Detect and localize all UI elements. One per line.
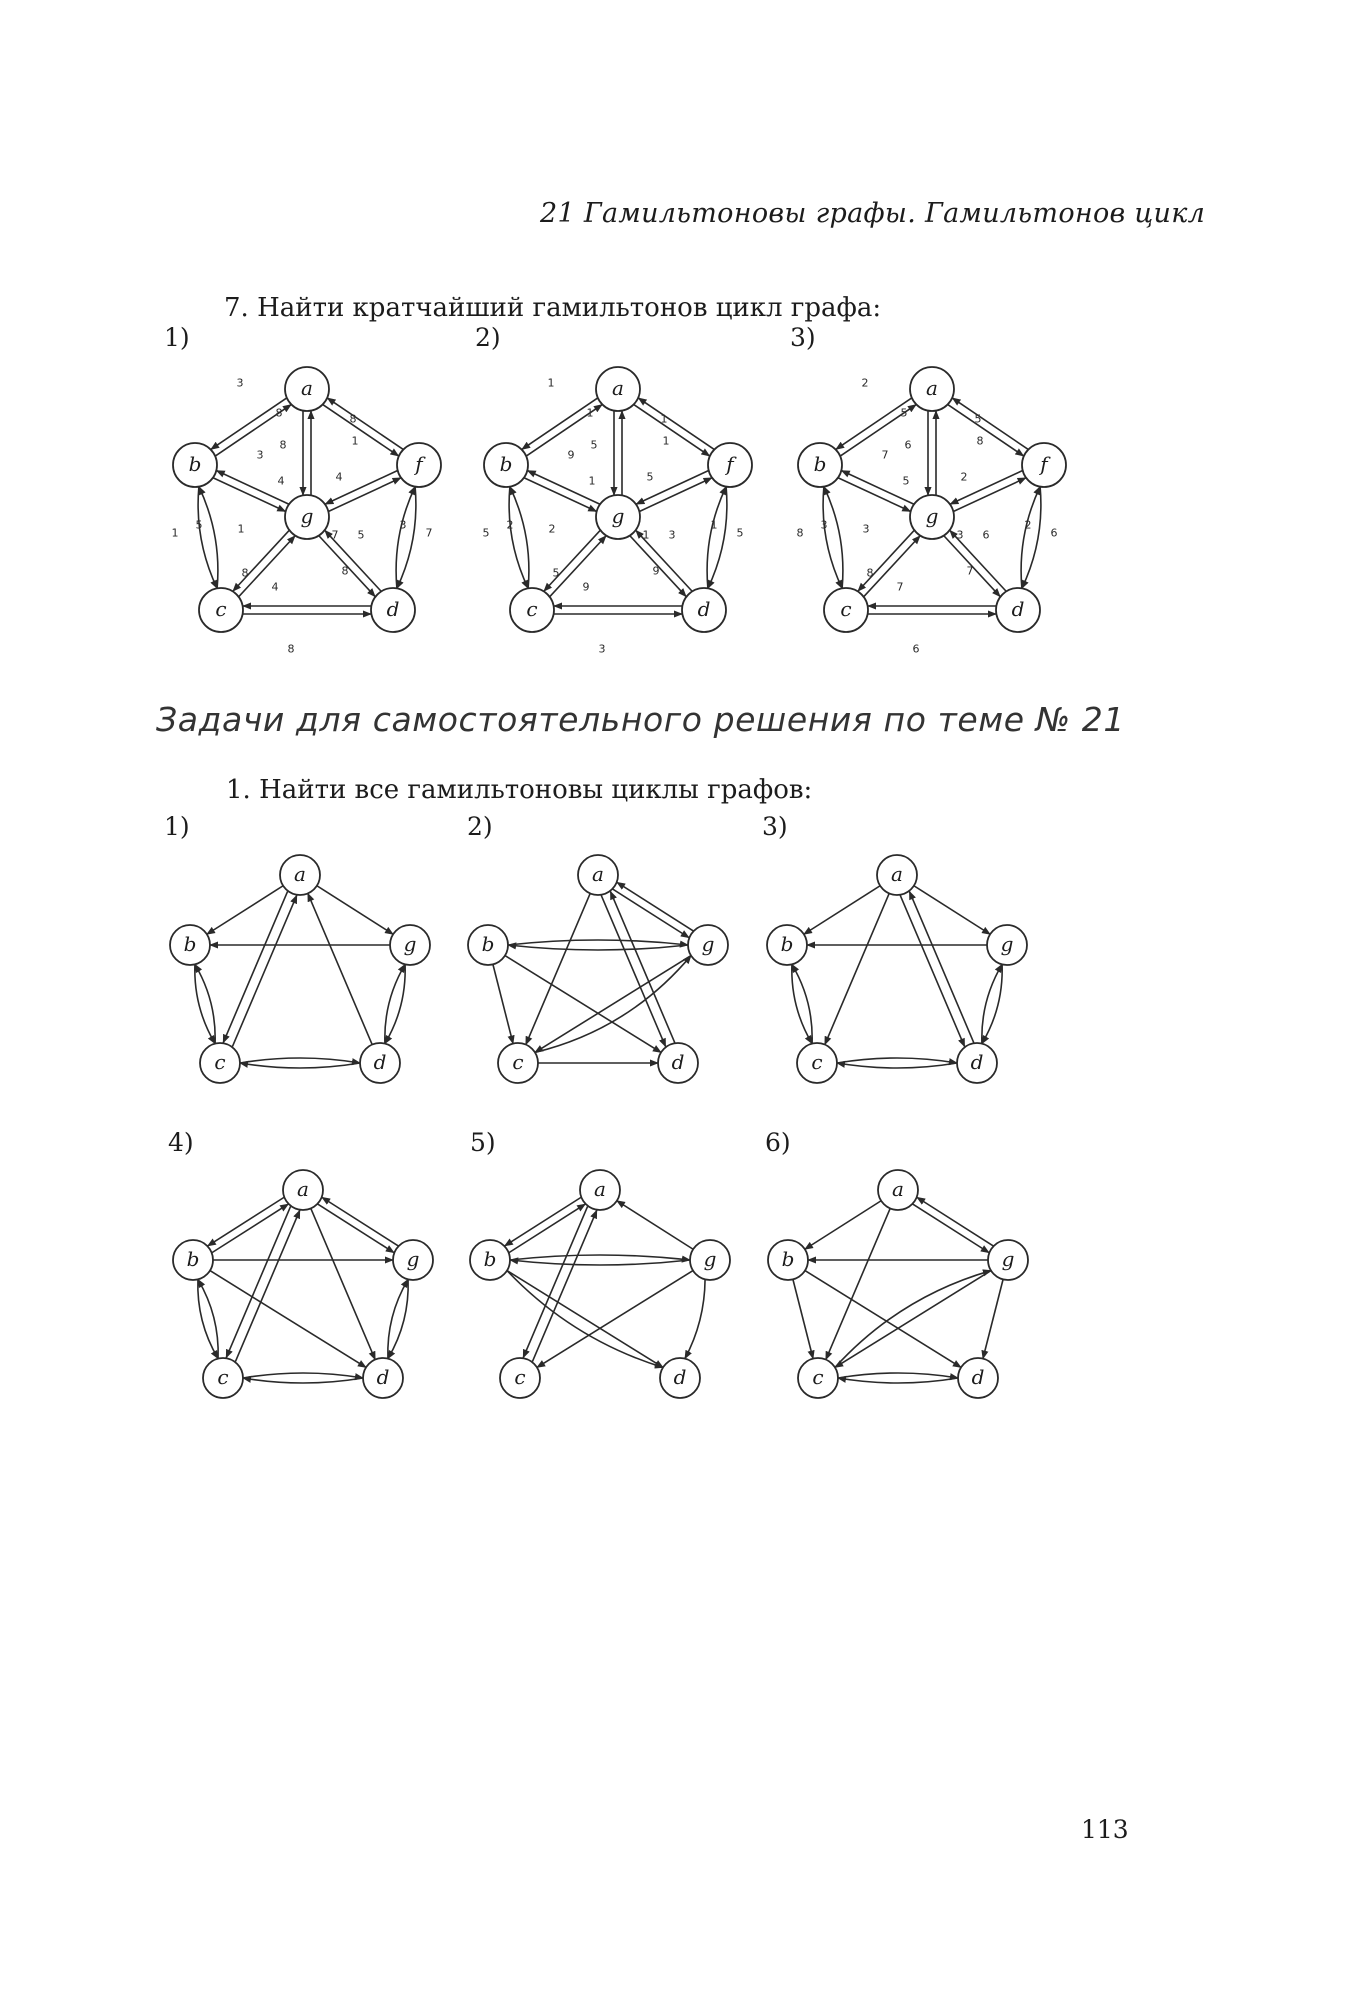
graph-label: 2) — [475, 323, 501, 352]
edge-weight: 5 — [646, 470, 654, 484]
vertex-label-f: f — [1040, 452, 1048, 476]
vertex-label-c: c — [214, 1050, 226, 1074]
vertex-label-f: f — [726, 452, 734, 476]
directed-graph-3 — [757, 845, 1047, 1125]
vertex-label-b: b — [781, 1247, 795, 1271]
edge-g-a — [617, 882, 693, 931]
edge-g-d — [385, 964, 405, 1043]
edge-weight: 3 — [598, 642, 606, 656]
vertex-label-a: a — [594, 1177, 606, 1201]
edge-weight: 7 — [881, 448, 889, 462]
edge-weight: 9 — [567, 448, 575, 462]
graph-label: 1) — [164, 812, 190, 841]
edge-d-g — [982, 964, 1002, 1043]
edge-c-b — [195, 964, 215, 1043]
edge-a-f — [323, 405, 399, 456]
edge-weight: 2 — [960, 470, 968, 484]
edge-weight: 5 — [482, 526, 490, 540]
edge-d-c — [240, 1063, 360, 1068]
vertex-label-g: g — [701, 932, 715, 956]
vertex-label-d: d — [673, 1365, 687, 1389]
problem-1-statement: 1. Найти все гамильтоновы циклы графов: — [226, 775, 813, 805]
edge-d-f — [396, 487, 415, 589]
edge-g-d — [983, 1279, 1003, 1358]
graph-label: 5) — [470, 1128, 496, 1157]
edge-c-b — [792, 964, 812, 1043]
vertex-label-d: d — [373, 1050, 387, 1074]
edge-weight: 5 — [736, 526, 744, 540]
running-header: 21 Гамильтоновы графы. Гамильтонов цикл — [540, 198, 1206, 229]
edge-weight: 8 — [866, 566, 874, 580]
vertex-label-c: c — [811, 1050, 823, 1074]
vertex-label-a: a — [891, 862, 903, 886]
vertex-label-d: d — [1011, 597, 1025, 621]
vertex-label-d: d — [376, 1365, 390, 1389]
edge-f-d — [397, 487, 416, 589]
vertex-label-f: f — [415, 452, 423, 476]
edge-g-a — [917, 1197, 993, 1246]
edge-weight: 5 — [590, 438, 598, 452]
edge-weight: 8 — [275, 406, 283, 420]
edge-a-b — [804, 886, 880, 935]
vertex-label-d: d — [697, 597, 711, 621]
graph-label: 4) — [168, 1128, 194, 1157]
vertex-label-c: c — [215, 597, 227, 621]
edge-c-b — [198, 1279, 218, 1358]
vertex-label-b: b — [499, 452, 513, 476]
edge-d-c — [837, 1063, 957, 1068]
edge-g-a — [617, 1201, 693, 1250]
edge-b-g — [508, 940, 688, 945]
edge-weight: 5 — [902, 474, 910, 488]
edge-a-g — [317, 886, 393, 935]
edge-weight: 3 — [956, 528, 964, 542]
edge-c-b — [824, 487, 843, 589]
edge-d-a — [610, 891, 674, 1042]
edge-d-f — [1021, 487, 1040, 589]
edge-a-f — [634, 405, 710, 456]
edge-d-g — [385, 964, 405, 1043]
edge-a-d — [900, 895, 964, 1046]
vertex-label-b: b — [813, 452, 827, 476]
edge-weight: 7 — [966, 564, 974, 578]
edge-g-d — [685, 1279, 705, 1358]
vertex-label-a: a — [612, 376, 624, 400]
edge-a-d — [311, 1208, 375, 1359]
vertex-label-c: c — [840, 597, 852, 621]
vertex-label-c: c — [812, 1365, 824, 1389]
edge-g-a — [322, 1197, 398, 1246]
vertex-label-g: g — [1001, 1247, 1015, 1271]
edge-g-d — [388, 1279, 408, 1358]
vertex-label-g: g — [611, 504, 625, 528]
vertex-label-b: b — [188, 452, 202, 476]
vertex-label-a: a — [294, 862, 306, 886]
vertex-label-c: c — [512, 1050, 524, 1074]
vertex-label-a: a — [297, 1177, 309, 1201]
graph-label: 2) — [467, 812, 493, 841]
edge-d-c — [838, 1378, 958, 1383]
edge-c-a — [235, 1210, 299, 1361]
edge-weight: 3 — [256, 448, 264, 462]
edge-a-b — [208, 1197, 284, 1246]
vertex-label-c: c — [217, 1365, 229, 1389]
edge-weight: 6 — [1050, 526, 1058, 540]
edge-b-d — [507, 1271, 663, 1368]
vertex-label-g: g — [925, 504, 939, 528]
edge-g-c — [537, 1271, 693, 1368]
edge-d-a — [308, 893, 372, 1044]
edge-d-a — [909, 891, 973, 1042]
edge-c-b — [199, 487, 218, 589]
edge-weight: 3 — [820, 518, 828, 532]
edge-weight: 8 — [287, 642, 295, 656]
edge-weight: 6 — [904, 438, 912, 452]
page-number: 113 — [1081, 1815, 1129, 1844]
weighted-graph-2 — [476, 365, 766, 655]
edge-weight: 2 — [506, 518, 514, 532]
edge-c-a — [532, 1210, 596, 1361]
edge-weight: 7 — [896, 580, 904, 594]
edge-a-g — [613, 889, 689, 938]
vertex-label-d: d — [970, 1050, 984, 1074]
edge-c-b — [510, 487, 529, 589]
edge-a-f — [948, 405, 1024, 456]
edge-weight: 8 — [279, 438, 287, 452]
edge-f-a — [952, 398, 1028, 449]
vertex-label-b: b — [183, 932, 197, 956]
edge-weight: 8 — [349, 412, 357, 426]
vertex-label-a: a — [926, 376, 938, 400]
edge-a-c — [526, 893, 590, 1044]
edge-b-c — [195, 964, 215, 1043]
edge-weight: 8 — [341, 564, 349, 578]
edge-f-a — [638, 398, 714, 449]
edge-b-a — [509, 1204, 585, 1253]
edge-weight: 1 — [660, 412, 668, 426]
edge-weight: 3 — [862, 522, 870, 536]
weighted-graph-1 — [165, 365, 455, 655]
edge-g-c — [233, 530, 289, 591]
weighted-graph-3 — [790, 365, 1080, 655]
vertex-label-g: g — [406, 1247, 420, 1271]
problem-7-statement: 7. Найти кратчайший гамильтонов цикл графа: — [224, 293, 882, 323]
edge-weight: 3 — [236, 376, 244, 390]
vertex-label-d: d — [971, 1365, 985, 1389]
vertex-label-a: a — [301, 376, 313, 400]
directed-graph-6 — [758, 1160, 1048, 1440]
edge-weight: 4 — [335, 470, 343, 484]
graph-label: 3) — [762, 812, 788, 841]
edge-weight: 1 — [662, 434, 670, 448]
edge-weight: 1 — [237, 522, 245, 536]
edge-b-c — [820, 487, 842, 589]
edge-c-d — [838, 1373, 958, 1378]
edge-b-c — [793, 1279, 813, 1358]
edge-weight: 5 — [974, 412, 982, 426]
edge-a-c — [223, 891, 287, 1042]
edge-c-a — [232, 895, 296, 1046]
edge-weight: 3 — [399, 518, 407, 532]
directed-graph-4 — [163, 1160, 453, 1440]
directed-graph-2 — [458, 845, 748, 1125]
vertex-label-g: g — [1000, 932, 1014, 956]
edge-b-c — [792, 964, 812, 1043]
edge-g-d — [982, 964, 1002, 1043]
edge-d-c — [243, 1378, 363, 1383]
edge-weight: 4 — [271, 580, 279, 594]
edge-weight: 1 — [586, 406, 594, 420]
section-title: Задачи для самостоятельного решения по теме № 21 — [156, 700, 1125, 739]
graph-label: 6) — [765, 1128, 791, 1157]
edge-a-b — [805, 1201, 881, 1250]
edge-f-d — [708, 487, 727, 589]
vertex-label-d: d — [386, 597, 400, 621]
vertex-label-c: c — [514, 1365, 526, 1389]
edge-b-g — [213, 478, 285, 511]
edge-b-g — [524, 478, 596, 511]
edge-weight: 8 — [976, 434, 984, 448]
edge-a-b — [505, 1197, 581, 1246]
graph-label: 3) — [790, 323, 816, 352]
edge-b-a — [212, 1204, 288, 1253]
edge-g-c — [858, 530, 914, 591]
edge-g-b — [508, 945, 688, 950]
edge-weight: 5 — [357, 528, 365, 542]
edge-a-g — [913, 1204, 989, 1253]
edge-weight: 2 — [1024, 518, 1032, 532]
edge-a-c — [825, 893, 889, 1044]
vertex-label-b: b — [780, 932, 794, 956]
vertex-label-g: g — [403, 932, 417, 956]
edge-weight: 8 — [796, 526, 804, 540]
edge-weight: 5 — [900, 406, 908, 420]
edge-weight: 6 — [912, 642, 920, 656]
vertex-label-b: b — [186, 1247, 200, 1271]
vertex-label-d: d — [671, 1050, 685, 1074]
vertex-label-a: a — [892, 1177, 904, 1201]
edge-a-c — [226, 1206, 290, 1357]
edge-weight: 1 — [351, 434, 359, 448]
edge-f-d — [1022, 487, 1041, 589]
vertex-label-b: b — [483, 1247, 497, 1271]
edge-weight: 1 — [171, 526, 179, 540]
edge-c-d — [240, 1058, 360, 1063]
vertex-label-g: g — [703, 1247, 717, 1271]
edge-weight: 3 — [668, 528, 676, 542]
directed-graph-1 — [160, 845, 450, 1125]
edge-weight: 9 — [652, 564, 660, 578]
edge-c-d — [837, 1058, 957, 1063]
edge-f-a — [327, 398, 403, 449]
edge-g-c — [544, 530, 600, 591]
edge-weight: 1 — [588, 474, 596, 488]
edge-weight: 1 — [710, 518, 718, 532]
edge-weight: 5 — [195, 518, 203, 532]
edge-weight: 1 — [547, 376, 555, 390]
vertex-label-a: a — [592, 862, 604, 886]
edge-a-c — [523, 1206, 587, 1357]
edge-a-g — [318, 1204, 394, 1253]
edge-b-g — [838, 478, 910, 511]
edge-d-f — [707, 487, 726, 589]
edge-weight: 6 — [982, 528, 990, 542]
edge-weight: 1 — [642, 528, 650, 542]
edge-weight: 7 — [331, 528, 339, 542]
edge-d-g — [388, 1279, 408, 1358]
graph-label: 1) — [164, 323, 190, 352]
edge-weight: 8 — [241, 566, 249, 580]
edge-b-c — [195, 487, 217, 589]
edge-b-c — [493, 964, 513, 1043]
edge-weight: 4 — [277, 474, 285, 488]
edge-weight: 2 — [861, 376, 869, 390]
edge-c-d — [243, 1373, 363, 1378]
vertex-label-c: c — [526, 597, 538, 621]
edge-weight: 5 — [552, 566, 560, 580]
edge-weight: 9 — [582, 580, 590, 594]
vertex-label-b: b — [481, 932, 495, 956]
edge-g-b — [510, 1260, 690, 1265]
edge-weight: 7 — [425, 526, 433, 540]
edge-weight: 2 — [548, 522, 556, 536]
edge-b-c — [198, 1279, 218, 1358]
vertex-label-g: g — [300, 504, 314, 528]
edge-a-d — [601, 895, 665, 1046]
directed-graph-5 — [460, 1160, 750, 1440]
edge-a-c — [826, 1208, 890, 1359]
edge-b-c — [506, 487, 528, 589]
edge-b-g — [510, 1255, 690, 1260]
